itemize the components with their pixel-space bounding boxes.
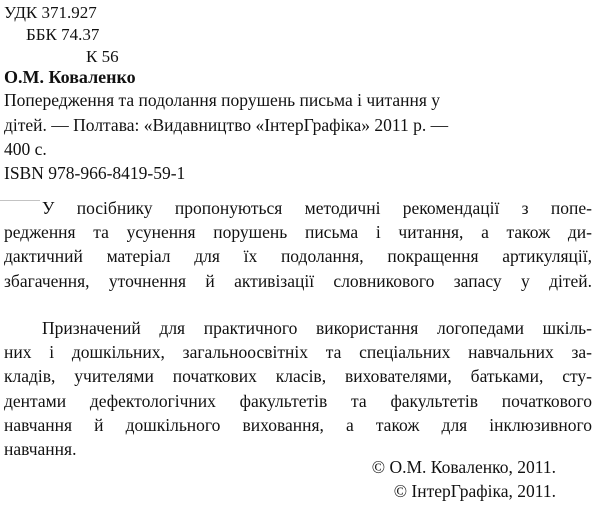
isbn: ISBN 978-966-8419-59-1	[4, 163, 186, 183]
description-line: 400 с.	[4, 139, 47, 159]
paragraph-line: редження та усунення порушень письма і читання, а також ди-	[4, 222, 592, 243]
classification-codes	[0, 2, 140, 68]
paragraph-line: кладів, учителями початкових класів, вихователями, батьками, сту-	[4, 366, 592, 387]
author-name: О.М. Коваленко	[4, 67, 136, 87]
copyright-publisher: © ІнтерГрафіка, 2011.	[393, 481, 556, 501]
paragraph-line: дактичний матеріал для їх подолання, покращення артикуляції,	[4, 246, 592, 267]
description-line: Попередження та подолання порушень письма і читання у	[4, 90, 441, 110]
paragraph-line: них і дошкільних, загальноосвітніх та спеціальних навчальних за-	[4, 342, 592, 363]
description-line: дітей. — Полтава: «Видавництво «ІнтерГрафіка» 2011 р. —	[4, 114, 449, 135]
paragraph-line: навчання.	[4, 439, 77, 460]
paragraph-line: Призначений для практичного використання логопедами шкіль-	[42, 318, 592, 338]
bbk-code: ББК 74.37	[26, 25, 100, 44]
author-mark: К 56	[86, 47, 119, 66]
paragraph-line: У посібнику пропонуються методичні рекомендації з попе-	[42, 198, 592, 218]
annotation-paragraph-2	[4, 316, 592, 461]
paragraph-line: збагачення, уточнення й активізації словникового запасу у дітей.	[4, 270, 592, 291]
paragraph-line: навчання й дошкільного виховання, а також для інклюзивного	[4, 414, 592, 435]
udk-code: УДК 371.927	[4, 3, 97, 22]
copyright-author: © О.М. Коваленко, 2011.	[371, 457, 556, 477]
bibliographic-description	[4, 88, 504, 162]
paragraph-line: дентами дефектологічних факультетів та факультетів початкового	[4, 390, 592, 411]
annotation-paragraph-1	[4, 196, 592, 293]
